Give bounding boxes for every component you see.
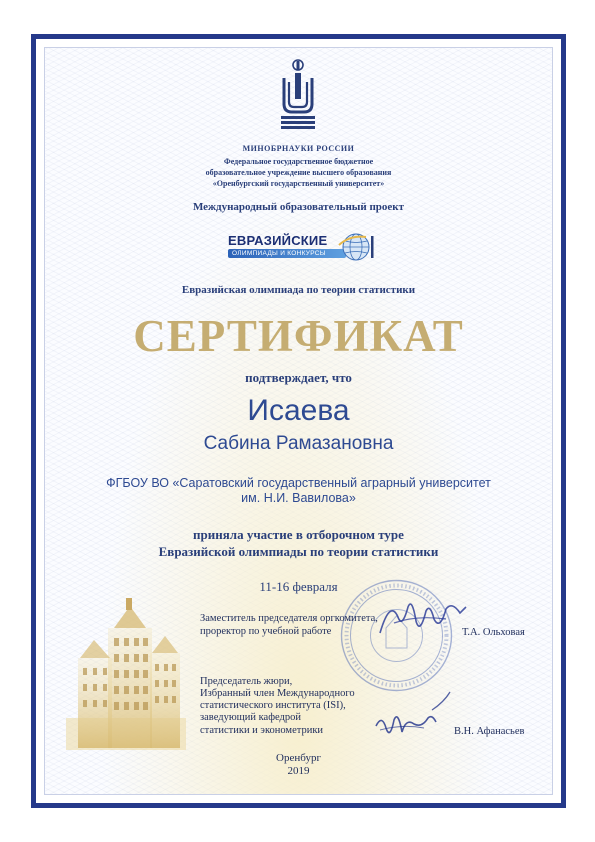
globe-icon — [336, 231, 376, 263]
signer2-role-line-4: заведующий кафедрой — [200, 712, 302, 723]
olympiad-name: Евразийская олимпиада по теории статистики — [181, 284, 416, 296]
logo-subtitle: ОЛИМПИАДЫ И КОНКУРСЫ — [232, 250, 326, 257]
confirms-text: подтверждает, что — [245, 370, 352, 385]
event-dates: 11-16 февраля — [259, 579, 338, 594]
ministry-name: МИНОБРНАУКИ РОССИИ — [242, 144, 355, 153]
institution-line-3: «Оренбургский государственный университет» — [212, 179, 385, 188]
participation-line-2: Евразийской олимпиады по теории статистики — [158, 544, 439, 559]
signer1-role-line-1: Заместитель председателя оргкомитета, — [200, 613, 378, 624]
signature-olkhovaya — [376, 593, 468, 641]
institution-line-1: Федеральное государственное бюджетное — [223, 157, 374, 166]
issue-city: Оренбург — [276, 752, 321, 764]
issue-year: 2019 — [287, 765, 310, 777]
university-line-2: им. Н.И. Вавилова» — [241, 491, 356, 505]
recipient-surname: Исаева — [247, 394, 350, 427]
university-emblem-icon — [278, 58, 318, 134]
signer1-role-line-2: проректор по учебной работе — [200, 626, 332, 637]
recipient-given-names: Сабина Рамазановна — [203, 433, 394, 454]
signer2-role-line-3: статистического института (ISI), — [200, 700, 346, 711]
signer2-role-line-5: статистики и эконометрики — [200, 725, 324, 736]
project-title: Международный образовательный проект — [192, 201, 405, 213]
certificate-title: СЕРТИФИКАТ — [133, 311, 464, 361]
signer2-name: В.Н. Афанасьев — [454, 726, 525, 737]
logo-name: ЕВРАЗИЙСКИЕ — [228, 233, 328, 248]
signature-afanasyev — [372, 688, 452, 748]
university-line-1: ФГБОУ ВО «Саратовский государственный аграрный университет — [106, 476, 491, 490]
signer1-name: Т.А. Ольховая — [462, 627, 525, 638]
signer2-role-line-1: Председатель жюри, — [200, 676, 293, 687]
university-building-illustration — [66, 598, 186, 750]
institution-line-2: образовательное учреждение высшего образования — [205, 168, 392, 177]
participation-line-1: приняла участие в отборочном туре — [193, 527, 404, 542]
signer2-role-line-2: Избранный член Международного — [200, 688, 355, 699]
eurasian-olympiads-logo — [226, 231, 376, 263]
